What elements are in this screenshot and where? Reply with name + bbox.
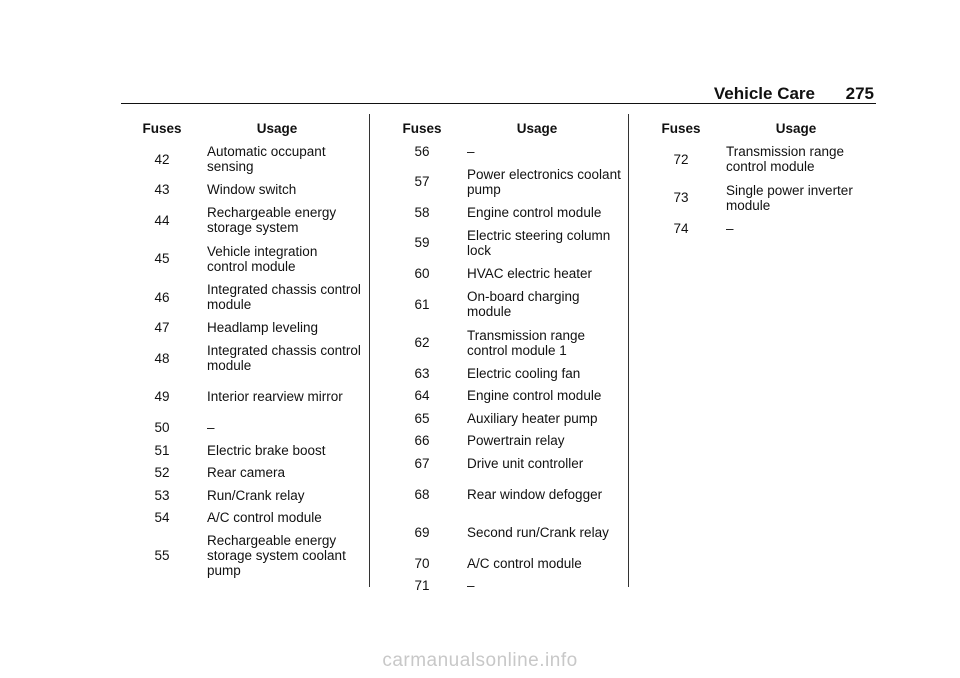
fuse-row: [381, 323, 621, 362]
fuse-number: 46: [154, 289, 170, 305]
fuse-usage: –: [726, 220, 734, 236]
fuse-usage: Vehicle integration control module: [207, 243, 318, 274]
fuse-usage: On-board charging module: [467, 289, 580, 320]
fuse-row: [381, 201, 621, 224]
fuse-row: [640, 179, 880, 218]
fuse-number: 53: [154, 487, 170, 503]
header-rule: [121, 103, 876, 104]
fuse-number: 62: [414, 335, 430, 351]
fuses-header: Fuses: [142, 120, 182, 136]
fuse-row: [381, 262, 621, 285]
fuse-usage: Rear window defogger: [467, 486, 603, 502]
fuse-usage: Power electronics coolant pump: [467, 166, 621, 197]
fuse-number: 43: [154, 182, 170, 198]
fuse-usage: Engine control module: [467, 388, 602, 404]
fuse-row: [121, 507, 361, 530]
usage-header: Usage: [516, 120, 558, 136]
fuse-number: 67: [414, 455, 430, 471]
fuse-row: [121, 179, 361, 202]
fuse-number: 56: [414, 143, 430, 159]
fuse-table-column-2: [381, 116, 621, 597]
fuse-usage: A/C control module: [467, 555, 582, 571]
fuse-number: 71: [414, 578, 430, 594]
fuse-row: [381, 384, 621, 407]
fuse-number: 65: [414, 410, 430, 426]
fuse-usage: Integrated chassis control module: [207, 343, 361, 374]
fuse-row: [381, 407, 621, 430]
fuse-usage: Rechargeable energy storage system coolant pump: [207, 532, 346, 578]
fuse-usage: Window switch: [207, 182, 297, 198]
fuse-number: 70: [414, 555, 430, 571]
fuse-row: [121, 201, 361, 240]
fuse-row: [121, 484, 361, 507]
fuse-number: 63: [414, 365, 430, 381]
fuse-usage: Automatic occupant sensing: [207, 144, 326, 175]
fuse-usage: HVAC electric heater: [467, 265, 593, 281]
fuse-row: [121, 278, 361, 317]
fuse-number: 44: [154, 212, 170, 228]
fuse-number: 72: [673, 151, 689, 167]
fuse-number: 66: [414, 433, 430, 449]
fuse-row: [640, 140, 880, 179]
fuse-number: 69: [414, 525, 430, 540]
page-number: 275: [845, 84, 874, 103]
fuses-header: Fuses: [402, 120, 442, 136]
fuse-number: 64: [414, 388, 430, 404]
fuse-row: [381, 285, 621, 324]
fuse-usage: Second run/Crank relay: [467, 525, 609, 540]
fuse-usage: Interior rearview mirror: [207, 389, 343, 405]
fuse-number: 54: [154, 510, 170, 526]
fuse-number: 60: [414, 265, 430, 281]
fuse-row: [121, 240, 361, 279]
fuse-number: 57: [414, 174, 430, 190]
fuse-usage: Powertrain relay: [467, 433, 565, 449]
fuse-number: 52: [154, 465, 170, 481]
page-header-title: Vehicle Care: [713, 84, 815, 103]
fuse-usage: Engine control module: [467, 204, 602, 220]
fuse-row: [121, 461, 361, 484]
watermark: carmanualsonline.info: [382, 650, 578, 671]
fuse-usage: –: [467, 578, 475, 594]
fuse-row: [381, 552, 621, 575]
fuse-number: 51: [154, 442, 170, 458]
fuse-row: [381, 452, 621, 475]
fuse-table-header: [381, 116, 621, 140]
fuse-usage: Rear camera: [207, 465, 286, 481]
fuse-row: [121, 529, 361, 581]
fuse-row: [381, 475, 621, 514]
fuse-number: 45: [154, 251, 170, 267]
fuse-table-column-3: [640, 116, 880, 240]
fuse-number: 55: [154, 547, 170, 563]
fuse-row: [121, 339, 361, 378]
fuse-row: [121, 378, 361, 417]
fuse-row: [121, 140, 361, 179]
fuse-number: 49: [154, 389, 170, 405]
usage-header: Usage: [256, 120, 298, 136]
fuse-table-header: [640, 116, 880, 140]
fuse-usage: Electric cooling fan: [467, 365, 581, 381]
fuse-usage: Single power inverter module: [726, 182, 853, 213]
column-divider-1: [369, 114, 370, 587]
fuse-number: 47: [154, 320, 170, 336]
fuse-usage: Electric brake boost: [207, 442, 326, 458]
fuse-usage: Auxiliary heater pump: [467, 410, 598, 426]
fuse-row: [381, 430, 621, 453]
fuse-usage: –: [467, 143, 475, 159]
fuse-table-column-1: [121, 116, 361, 581]
fuse-usage: Transmission range control module: [726, 144, 845, 175]
fuse-usage: –: [207, 419, 215, 435]
fuse-usage: Drive unit controller: [467, 455, 584, 471]
fuse-row: [121, 416, 361, 439]
fuse-row: [121, 317, 361, 340]
fuse-row: [381, 163, 621, 202]
fuse-number: 48: [154, 350, 170, 366]
fuse-usage: Headlamp leveling: [207, 320, 319, 336]
fuse-number: 58: [414, 204, 430, 220]
fuse-number: 68: [414, 486, 430, 502]
fuse-row: [640, 217, 880, 240]
fuse-number: 73: [673, 190, 689, 206]
fuse-table-header: [121, 116, 361, 140]
fuse-row: [381, 140, 621, 163]
fuse-number: 74: [673, 220, 689, 236]
fuse-number: 50: [154, 419, 170, 435]
fuse-usage: Electric steering column lock: [467, 227, 611, 258]
fuse-row: [381, 513, 621, 552]
fuse-usage: Transmission range control module 1: [467, 327, 586, 358]
fuse-number: 42: [154, 151, 170, 167]
fuses-header: Fuses: [661, 120, 701, 136]
fuse-usage: A/C control module: [207, 510, 322, 526]
fuse-row: [381, 362, 621, 385]
column-divider-2: [628, 114, 629, 587]
fuse-usage: Integrated chassis control module: [207, 282, 361, 313]
fuse-usage: Rechargeable energy storage system: [207, 205, 337, 236]
fuse-number: 61: [414, 296, 430, 312]
fuse-number: 59: [414, 235, 430, 251]
usage-header: Usage: [775, 120, 817, 136]
fuse-row: [381, 574, 621, 597]
fuse-row: [121, 439, 361, 462]
fuse-row: [381, 224, 621, 263]
fuse-usage: Run/Crank relay: [207, 487, 305, 503]
